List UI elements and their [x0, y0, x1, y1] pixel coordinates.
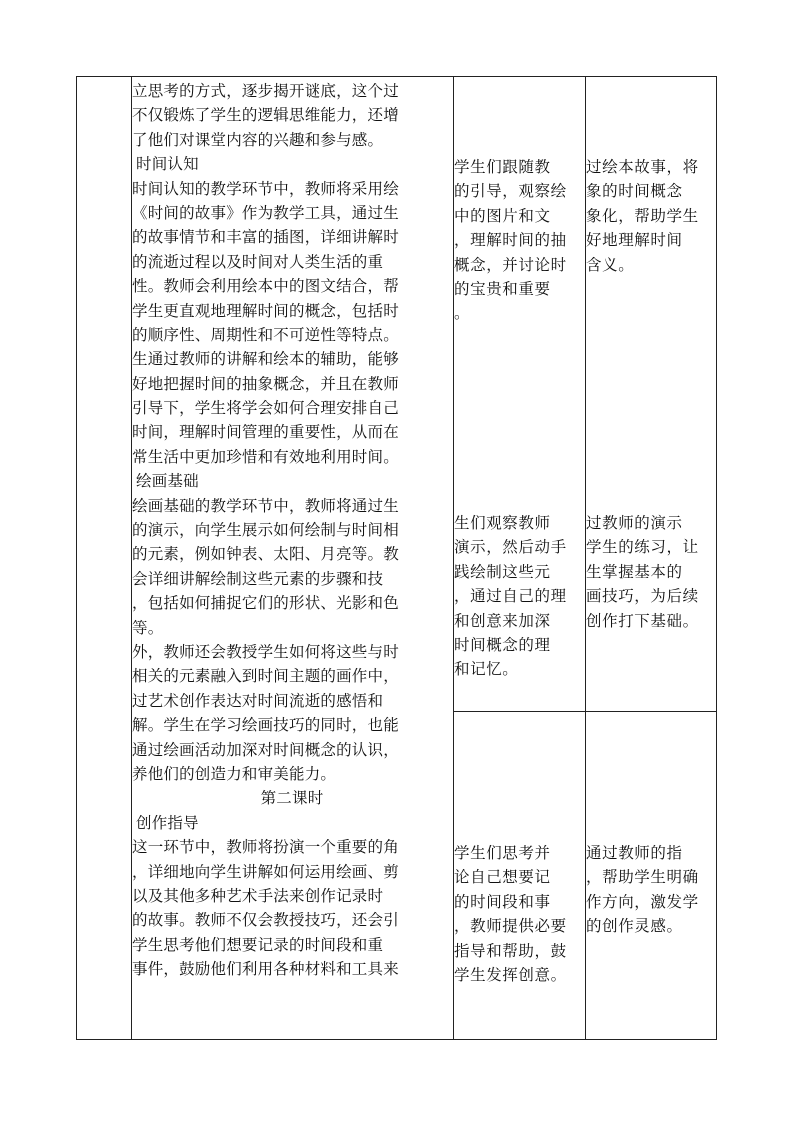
text-line: 过绘本故事，将 [586, 158, 699, 176]
text-line: 引导下，学生将学会如何合理安排自己 [132, 399, 399, 418]
text-line: 常生活中更加珍惜和有效地利用时间。 [132, 447, 399, 466]
text-line: 创作打下基础。 [586, 611, 699, 630]
section-heading: 创作指导 [136, 813, 199, 832]
text-line: ，教师提供必要 [454, 917, 567, 936]
text-line: 生通过教师的讲解和绘本的辅助，能够 [132, 350, 399, 369]
text-line: 学生的练习，让 [586, 538, 699, 557]
text-line: 中的图片和文 [454, 206, 551, 225]
design-intent-cell-2 [586, 511, 716, 633]
text-line: 好地把握时间的抽象概念，并且在教师 [132, 374, 399, 393]
text-line: 绘画基础的教学环节中，教师将通过生 [132, 496, 399, 515]
text-line: 学生们思考并 [454, 844, 551, 862]
text-line: ，包括如何捕捉它们的形状、光影和色 [132, 594, 399, 613]
teaching-content-text [132, 79, 452, 981]
text-line: 学生思考他们想要记录的时间段和重 [132, 935, 384, 954]
text-line: 和创意来加深 [454, 611, 551, 630]
row-divider [453, 711, 716, 712]
text-line: 过教师的演示 [586, 514, 683, 532]
text-line: 时间认知的教学环节中，教师将采用绘 [132, 179, 399, 198]
text-line: 养他们的创造力和审美能力。 [132, 764, 337, 783]
text-line: 会详细讲解绘制这些元素的步骤和技 [132, 569, 384, 588]
lesson-heading: 第二课时 [260, 789, 324, 808]
text-line: 通过绘画活动加深对时间概念的认识， [132, 740, 399, 759]
text-line: 《时间的故事》作为教学工具，通过生 [132, 203, 399, 222]
text-line: 生们观察教师 [454, 514, 551, 532]
text-line: 解。学生在学习绘画技巧的同时，也能 [132, 716, 399, 735]
student-activity-cell-3 [454, 841, 584, 987]
text-line: 的故事情节和丰富的插图，详细讲解时 [132, 228, 399, 247]
text-line: 的引导，观察绘 [454, 182, 567, 201]
text-line: 相关的元素融入到时间主题的画作中， [132, 667, 399, 686]
text-line: 的故事。教师不仅会教授技巧，还会引 [132, 911, 399, 930]
text-line: 。 [454, 304, 471, 323]
text-line: 不仅锻炼了学生的逻辑思维能力，还增 [132, 106, 399, 125]
student-activity-cell-2 [454, 511, 584, 682]
text-line: 指导和帮助，鼓 [454, 941, 567, 960]
text-line: 和记忆。 [454, 660, 519, 679]
text-line: ，详细地向学生讲解如何运用绘画、剪 [132, 862, 399, 881]
text-line: 的元素，例如钟表、太阳、月亮等。教 [132, 545, 399, 564]
text-line: 外，教师还会教授学生如何将这些与时 [132, 642, 399, 661]
teaching-content-cell [132, 77, 452, 1039]
text-line: ，理解时间的抽 [454, 231, 567, 250]
text-line: 的宝贵和重要 [454, 279, 551, 298]
text-line: 以及其他多种艺术手法来创作记录时 [132, 886, 384, 905]
text-line: 时间，理解时间管理的重要性，从而在 [132, 423, 399, 442]
lesson-table [76, 76, 717, 1040]
text-line: 作方向，激发学 [586, 892, 699, 911]
text-line: 象化，帮助学生 [586, 206, 699, 225]
text-line: ，帮助学生明确 [586, 868, 699, 887]
text-line: 过艺术创作表达对时间流逝的感悟和 [132, 691, 384, 710]
text-line: 好地理解时间 [586, 231, 683, 250]
text-line: 的创作灵感。 [586, 917, 683, 936]
text-line: 等。 [132, 618, 164, 637]
text-line: 这一环节中，教师将扮演一个重要的角 [132, 838, 399, 857]
text-line: 含义。 [586, 255, 635, 274]
text-line: 事件，鼓励他们利用各种材料和工具来 [132, 960, 399, 979]
text-line: 象的时间概念 [586, 182, 683, 201]
text-line: 践绘制这些元 [454, 562, 551, 581]
text-line: 学生们跟随教 [454, 158, 551, 176]
text-line: 的顺序性、周期性和不可逆性等特点。 [132, 325, 399, 344]
text-line: 的时间段和事 [454, 892, 551, 911]
text-line: 的流逝过程以及时间对人类生活的重 [132, 252, 384, 271]
text-line: 论自己想要记 [454, 868, 551, 887]
text-line: 性。教师会利用绘本中的图文结合，帮 [132, 277, 399, 296]
design-intent-cell-1 [586, 155, 716, 277]
text-line: 概念，并讨论时 [454, 255, 567, 274]
student-activity-cell-1 [454, 155, 584, 326]
text-line: 演示，然后动手 [454, 538, 567, 557]
text-line: 的演示，向学生展示如何绘制与时间相 [132, 521, 399, 540]
text-line: 生掌握基本的 [586, 562, 683, 581]
text-line: 时间概念的理 [454, 635, 551, 654]
text-line: 画技巧，为后续 [586, 587, 699, 606]
section-heading: 时间认知 [136, 155, 199, 174]
text-line: 学生发挥创意。 [454, 965, 567, 984]
text-line: ，通过自己的理 [454, 587, 567, 606]
text-line: 学生更直观地理解时间的概念，包括时 [132, 301, 399, 320]
text-line: 立思考的方式，逐步揭开谜底，这个过 [132, 82, 399, 100]
text-line: 了他们对课堂内容的兴趣和参与感。 [132, 130, 384, 149]
design-intent-cell-3 [586, 841, 716, 939]
section-heading: 绘画基础 [136, 472, 199, 491]
text-line: 通过教师的指 [586, 844, 683, 862]
